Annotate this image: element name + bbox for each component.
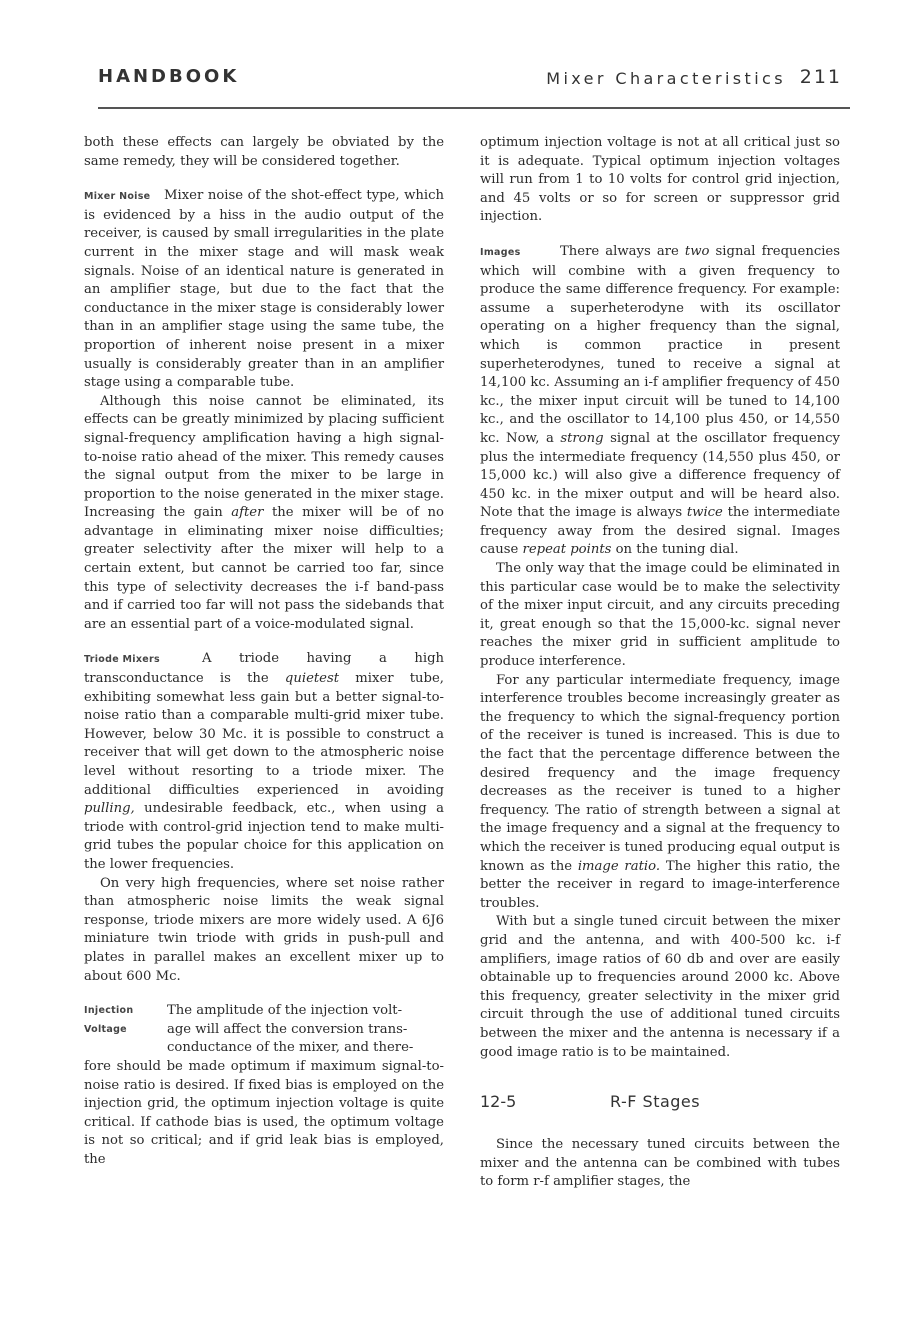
emphasis: image ratio.: [577, 858, 661, 874]
section-number: 12-5: [480, 1092, 517, 1112]
text-run: the intermediate frequency away from the desired signal. Images cause: [480, 505, 841, 558]
text-line: age will affect the conversion trans-: [167, 1021, 408, 1037]
text-run: mixer tube, exhibiting somewhat less gain but a better signal-to-noise ratio than a comparable multi-grid mixer tube. However, below 30 Mc. it is possible to construct a receiver that will get down to the atmospheric noise level without resorting to a triode mixer. The additional difficulties experienced in avoiding: [84, 671, 444, 798]
side-heading-images: Images: [480, 246, 521, 258]
text-run: fore should be made optimum if maximum signal-to-noise ratio is desired. If fixed bias is employed on the injection grid, the optimum injection voltage is quite critical. If cathode bias is used, the optimum voltage is not so critical; and if grid leak bias is employed, the: [84, 1058, 444, 1167]
right-column: [480, 134, 840, 1192]
text-run: the mixer will be of no advantage in eliminating mixer noise difficulties; greater selectivity after the mixer will help to a certain extent, but cannot be carried too far, since this type of selectivity decreases the i-f band-pass and if carried too far will not pass the sidebands that are an essential part of a voice-modulated signal.: [84, 505, 444, 632]
page-header: [98, 60, 842, 100]
side-heading-line: Injection: [84, 1005, 134, 1017]
side-heading-injection-voltage: [84, 1002, 133, 1039]
running-head-right: Mixer Characteristics: [546, 69, 786, 88]
running-head-left: HANDBOOK: [98, 66, 240, 87]
text-run: undesirable feedback, etc., when using a triode with control-grid injection tend to make multi-grid tubes the popular choice for this application on the lower frequencies.: [84, 801, 444, 872]
text-run: For any particular intermediate frequency, image interference troubles become increasingly greater as the frequency to which the signal-frequency portion of the receiver is tuned is increased. This is due to the fact that the percentage difference between the desired frequency and the image frequency decreases as the receiver is tuned to a higher frequency. The ratio of strength between a signal at the image frequency and a signal at the frequency to which the receiver is tuned producing equal output is known as the: [480, 672, 840, 874]
paragraph-with-but: With but a single tuned circuit between the mixer grid and the antenna, and with 400-500 kc. i-f amplifiers, image ratios of 60 db and over are easily obtainable up to frequencies around 2000 kc. Above this frequency, greater selectivity in the mixer grid circuit through the use of additional tuned circuits between the mixer and the antenna is necessary if a good image ratio is to be maintained.: [480, 914, 840, 1060]
side-heading-triode-mixers: Triode Mixers: [84, 654, 160, 666]
images-paragraph: [480, 243, 840, 560]
side-heading-line: Voltage: [84, 1023, 127, 1035]
header-rule: [98, 107, 850, 109]
paragraph-although: [84, 393, 444, 635]
side-heading-mixer-noise: Mixer Noise: [84, 191, 151, 203]
text-line: conductance of the mixer, and there-: [167, 1040, 414, 1056]
text-run: Although this noise cannot be eliminated, its effects can be greatly minimized by placing sufficient signal-frequency amplification having a high signal-to-noise ratio ahead of the mixer. This remedy causes the signal output from the mixer to be large in proportion to the noise generated in the mixer stage. Increasing the gain: [84, 393, 444, 521]
text-run: A triode having a high transconductance is the: [84, 651, 444, 687]
injection-voltage-block: [84, 1002, 444, 1169]
text-run: on the tuning dial.: [615, 542, 739, 558]
section-heading: [480, 1090, 840, 1116]
text-line: The amplitude of the injection volt-: [167, 1003, 403, 1019]
text-run: There always are: [560, 243, 679, 259]
emphasis: strong: [560, 430, 604, 446]
emphasis: repeat points: [522, 542, 612, 558]
page-number: 211: [799, 66, 842, 88]
paragraph-continued: optimum injection voltage is not at all critical just so it is adequate. Typical optimum injection voltages will run from 1 to 10 volts for control grid injection, and 45 volts or so for screen or suppressor grid injection.: [480, 135, 840, 225]
paragraph-for-any: [480, 672, 840, 914]
text-run: The higher this ratio, the better the receiver in regard to image-interference troubles.: [480, 858, 840, 911]
section-title: R-F Stages: [610, 1092, 701, 1112]
mixer-noise-paragraph: [84, 187, 444, 393]
emphasis: quietest: [284, 671, 340, 687]
mixer-noise-text: Mixer noise of the shot-effect type, which is evidenced by a hiss in the audio output of the receiver, is caused by small irregularities in the plate current in the mixer stage and will mask weak signals. Noise of an identical nature is generated in an amplifier stage, but due to the fact that the conductance in the mixer stage is considerably lower than in an amplifier stage using the same tube, the proportion of inherent noise present in a mixer usually is considerably greater than in an amplifier stage using a comparable tube.: [84, 188, 444, 391]
emphasis: after: [231, 505, 264, 521]
text-run: signal at the oscillator frequency plus the intermediate frequency (14,550 plus 450, or 15,000 kc.) will also give a difference frequency of 450 kc. in the mixer output and will be heard also. Note that the image is always: [480, 430, 840, 521]
emphasis: pulling,: [84, 801, 135, 817]
left-column: [84, 134, 444, 1169]
emphasis: twice: [686, 505, 723, 521]
paragraph-only-way: The only way that the image could be eliminated in this particular case would be to make the selectivity of the mixer input circuit, and any circuits preceding it, great enough so that the 15,000-kc. signal never reaches the mixer grid in sufficient amplitude to produce interference.: [480, 561, 840, 670]
text-run: signal frequencies which will combine with a given frequency to produce the same difference frequency. For example: assume a superheterodyne with its oscillator operating on a higher frequency than the signal, which is common practice in present superheterodynes, tuned to receive a signal at 14,100 kc. Assuming an i-f amplifier frequency of 450 kc., the mixer input circuit will be tuned to 14,100 kc., and the oscillator to 14,100 plus 450, or 14,550 kc. Now, a: [480, 243, 840, 446]
paragraph-since: Since the necessary tuned circuits between the mixer and the antenna can be combined with tubes to form r-f amplifier stages, the: [480, 1137, 840, 1190]
paragraph-vhf: On very high frequencies, where set noise rather than atmospheric noise limits the weak signal response, triode mixers are more widely used. A 6J6 miniature twin triode with grids in push-pull and plates in parallel makes an excellent mixer up to about 600 Mc.: [84, 875, 444, 984]
paragraph-continued: both these effects can largely be obviated by the same remedy, they will be considered together.: [84, 135, 444, 169]
emphasis: two: [684, 243, 710, 259]
triode-mixers-paragraph: [84, 650, 444, 874]
